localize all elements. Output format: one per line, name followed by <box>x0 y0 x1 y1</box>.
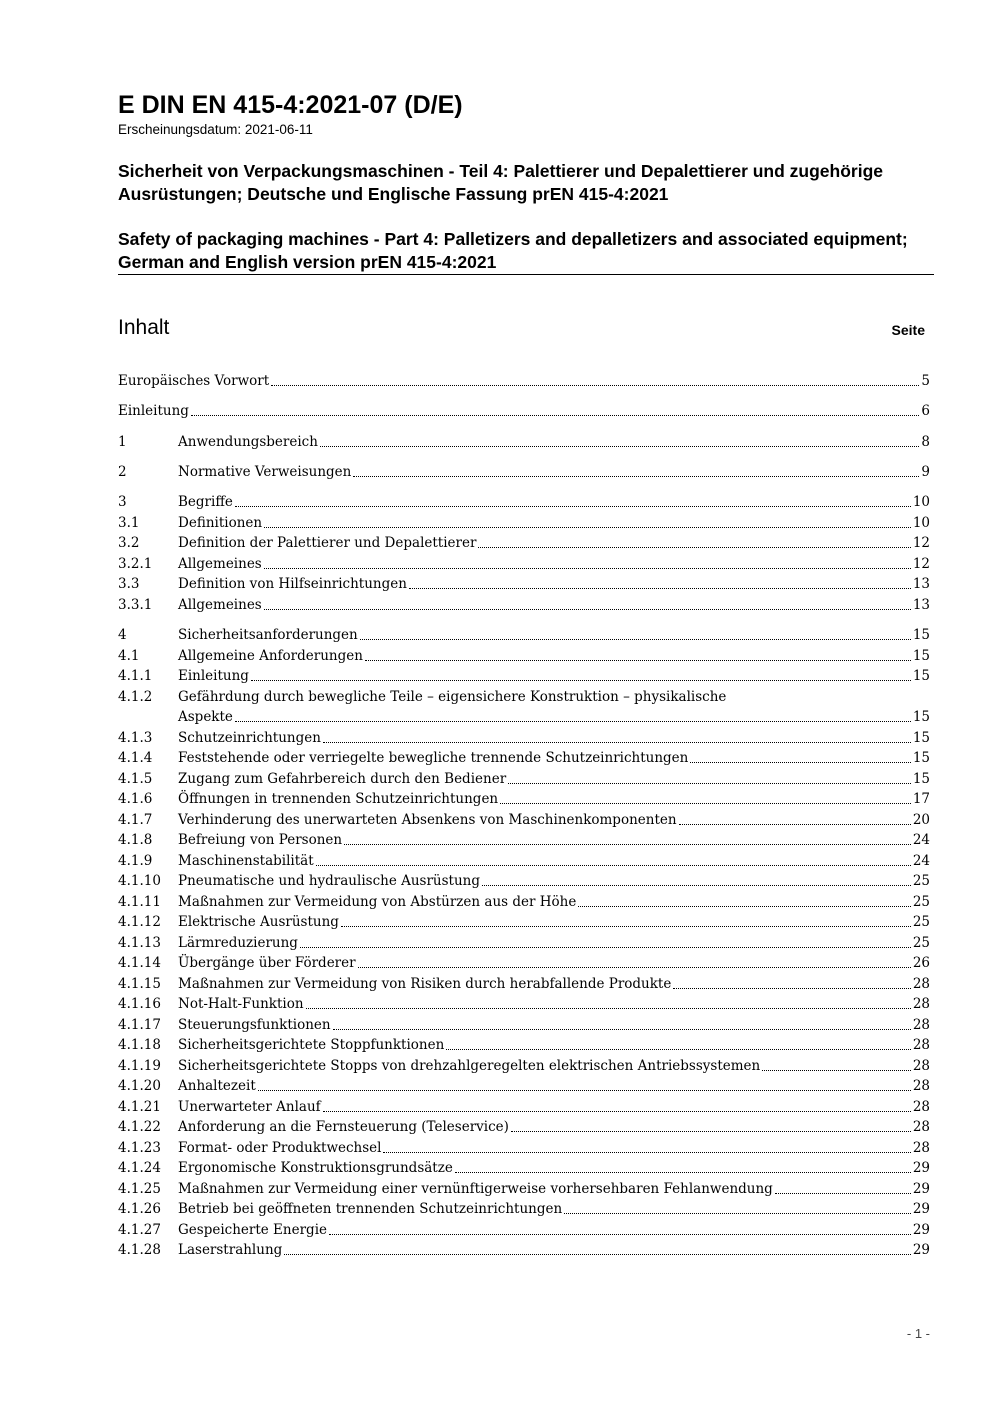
toc-entry-title: Sicherheitsgerichtete Stoppfunktionen <box>178 1037 445 1053</box>
toc-entry[interactable] <box>118 973 930 993</box>
toc-entry-title: Sicherheitsanforderungen <box>178 627 358 643</box>
toc-dot-leader <box>455 1172 911 1173</box>
toc-entry-number: 4.1.1 <box>118 668 153 684</box>
toc-entry[interactable] <box>118 665 930 685</box>
toc-entry[interactable] <box>118 891 930 911</box>
toc-entry-number: 4 <box>118 627 127 643</box>
toc-entry[interactable] <box>118 1014 930 1034</box>
toc-entry-number: 4.1.22 <box>118 1119 161 1135</box>
toc-dot-leader <box>264 609 911 610</box>
toc-entry-page: 15 <box>912 730 930 746</box>
toc-dot-leader <box>673 988 910 989</box>
toc-entry-page: 28 <box>912 976 930 992</box>
toc-dot-leader <box>775 1193 911 1194</box>
toc-entry-number: 4.1.19 <box>118 1058 161 1074</box>
toc-dot-leader <box>320 446 919 447</box>
toc-entry-number: 4.1.16 <box>118 996 161 1012</box>
toc-entry-title: Einleitung <box>178 668 249 684</box>
toc-entry-title: Aspekte <box>178 709 233 725</box>
toc-entry-title: Not-Halt-Funktion <box>178 996 304 1012</box>
toc-dot-leader <box>383 1152 910 1153</box>
toc-entry[interactable] <box>118 993 930 1013</box>
toc-entry-number: 4.1.23 <box>118 1140 161 1156</box>
toc-entry[interactable] <box>118 624 930 644</box>
toc-heading: Inhalt <box>118 316 170 339</box>
toc-entry-page: 25 <box>912 873 930 889</box>
toc-entry-page: 15 <box>912 627 930 643</box>
toc-dot-leader <box>578 906 910 907</box>
toc-entry[interactable] <box>118 532 930 552</box>
toc-entry[interactable] <box>118 706 930 726</box>
toc-entry-number: 4.1.17 <box>118 1017 161 1033</box>
page-column-label: Seite <box>891 322 925 338</box>
toc-entry-number: 4.1.14 <box>118 955 161 971</box>
toc-entry[interactable] <box>118 850 930 870</box>
toc-entry[interactable] <box>118 400 930 420</box>
toc-entry-number: 3.3.1 <box>118 597 153 613</box>
toc-entry-title: Einleitung <box>118 403 189 419</box>
toc-entry[interactable] <box>118 431 930 451</box>
toc-entry-title: Definitionen <box>178 515 263 531</box>
toc-entry-title: Gespeicherte Energie <box>178 1222 327 1238</box>
toc-entry-number: 4.1.9 <box>118 853 153 869</box>
toc-entry-title: Pneumatische und hydraulische Ausrüstung <box>178 873 481 889</box>
toc-entry[interactable] <box>118 370 930 390</box>
toc-dot-leader <box>271 385 919 386</box>
toc-dot-leader <box>191 415 919 416</box>
toc-entry-number: 4.1.8 <box>118 832 153 848</box>
toc-entry-title: Allgemeine Anforderungen <box>178 648 363 664</box>
toc-dot-leader <box>690 762 910 763</box>
toc-entry-title: Maschinenstabilität <box>178 853 314 869</box>
toc-entry-number: 4.1.5 <box>118 771 153 787</box>
toc-entry-page: 8 <box>921 434 930 450</box>
toc-entry-page: 28 <box>912 1078 930 1094</box>
toc-dot-leader <box>409 588 911 589</box>
toc-entry-number: 3.1 <box>118 515 140 531</box>
toc-entry-number: 4.1.10 <box>118 873 161 889</box>
toc-dot-leader <box>323 742 911 743</box>
toc-entry[interactable] <box>118 1034 930 1054</box>
toc-entry[interactable] <box>118 1137 930 1157</box>
toc-entry[interactable] <box>118 573 930 593</box>
toc-entry-page: 15 <box>912 668 930 684</box>
toc-entry-page: 29 <box>912 1181 930 1197</box>
toc-entry[interactable] <box>118 1075 930 1095</box>
toc-entry-number: 3.2.1 <box>118 556 153 572</box>
toc-entry-title: Feststehende oder verriegelte bewegliche trennende Schutzeinrichtungen <box>178 750 689 766</box>
toc-dot-leader <box>329 1234 911 1235</box>
publication-date: Erscheinungsdatum: 2021-06-11 <box>118 122 313 137</box>
toc-dot-leader <box>500 803 911 804</box>
toc-entry[interactable] <box>118 768 930 788</box>
toc-entry-page: 12 <box>912 556 930 572</box>
toc-entry-title: Verhinderung des unerwarteten Absenkens von Maschinenkomponenten <box>178 812 677 828</box>
toc-entry-page: 25 <box>912 935 930 951</box>
toc-entry-title: Definition von Hilfseinrichtungen <box>178 576 407 592</box>
toc-entry[interactable] <box>118 911 930 931</box>
title-german: Sicherheit von Verpackungsmaschinen - Teil 4: Palettierer und Depalettierer und zugehörige Ausrüstungen; Deutsche und Englische Fassung prEN 415-4:2021 <box>118 161 884 204</box>
toc-entry-page: 28 <box>912 1119 930 1135</box>
toc-dot-leader <box>482 885 911 886</box>
toc-entry-page: 6 <box>921 403 930 419</box>
toc-dot-leader <box>323 1111 911 1112</box>
toc-entry-title: Laserstrahlung <box>178 1242 283 1258</box>
toc-entry[interactable] <box>118 461 930 481</box>
toc-entry-title: Anwendungsbereich <box>178 434 318 450</box>
toc-entry-title: Begriffe <box>178 494 233 510</box>
toc-entry-page: 28 <box>912 1058 930 1074</box>
toc-entry[interactable] <box>118 1157 930 1177</box>
toc-entry[interactable] <box>118 788 930 808</box>
toc-entry[interactable] <box>118 870 930 890</box>
toc-entry-number: 3 <box>118 494 127 510</box>
toc-entry-number: 1 <box>118 434 127 450</box>
toc-entry[interactable] <box>118 512 930 532</box>
toc-dot-leader <box>264 568 911 569</box>
toc-entry-title: Lärmreduzierung <box>178 935 298 951</box>
toc-dot-leader <box>478 547 910 548</box>
toc-entry-page: 10 <box>912 494 930 510</box>
toc-entry-title: Befreiung von Personen <box>178 832 343 848</box>
toc-dot-leader <box>251 680 911 681</box>
toc-entry-page: 28 <box>912 1099 930 1115</box>
toc-entry[interactable] <box>118 1198 930 1218</box>
toc-entry-title: Gefährdung durch bewegliche Teile – eigensichere Konstruktion – physikalische <box>178 689 727 705</box>
toc-entry-title: Öffnungen in trennenden Schutzeinrichtungen <box>178 791 499 807</box>
toc-dot-leader <box>344 844 911 845</box>
toc-entry-title: Übergänge über Förderer <box>178 955 356 971</box>
toc-entry[interactable] <box>118 829 930 849</box>
page-number: - 1 - <box>906 1326 930 1341</box>
toc-entry[interactable] <box>118 594 930 614</box>
toc-entry-title: Europäisches Vorwort <box>118 373 270 389</box>
toc-entry-page: 28 <box>912 996 930 1012</box>
toc-entry-title: Anhaltezeit <box>178 1078 256 1094</box>
toc-dot-leader <box>333 1029 911 1030</box>
toc-entry-page: 24 <box>912 832 930 848</box>
toc-entry-page: 28 <box>912 1140 930 1156</box>
toc-entry-title: Definition der Palettierer und Depalettierer <box>178 535 477 551</box>
toc-entry[interactable] <box>118 747 930 767</box>
toc-entry-page: 29 <box>912 1160 930 1176</box>
toc-entry-number: 4.1.28 <box>118 1242 161 1258</box>
toc-entry[interactable] <box>118 491 930 511</box>
toc-entry-number: 4.1.11 <box>118 894 161 910</box>
toc-entry-page: 24 <box>912 853 930 869</box>
toc-dot-leader <box>341 926 911 927</box>
toc-entry-title: Ergonomische Konstruktionsgrundsätze <box>178 1160 453 1176</box>
toc-entry-title: Unerwarteter Anlauf <box>178 1099 321 1115</box>
document-id: E DIN EN 415-4:2021-07 (D/E) <box>118 91 463 119</box>
toc-entry[interactable] <box>118 553 930 573</box>
toc-dot-leader <box>564 1213 911 1214</box>
toc-entry-number: 3.3 <box>118 576 140 592</box>
toc-entry[interactable] <box>118 952 930 972</box>
toc-entry-page: 9 <box>921 464 930 480</box>
toc-entry-number: 4.1.21 <box>118 1099 161 1115</box>
toc-entry[interactable] <box>118 1096 930 1116</box>
header-divider <box>118 274 934 275</box>
toc-entry-title: Format- oder Produktwechsel <box>178 1140 382 1156</box>
toc-entry[interactable] <box>118 1116 930 1136</box>
toc-entry-page: 25 <box>912 894 930 910</box>
toc-entry-number: 3.2 <box>118 535 140 551</box>
toc-dot-leader <box>235 721 911 722</box>
toc-dot-leader <box>300 947 911 948</box>
toc-entry-page: 25 <box>912 914 930 930</box>
toc-dot-leader <box>284 1254 911 1255</box>
toc-entry-page: 20 <box>912 812 930 828</box>
toc-entry-number: 4.1.3 <box>118 730 153 746</box>
toc-entry-page: 29 <box>912 1222 930 1238</box>
toc-entry-number: 4.1.4 <box>118 750 153 766</box>
toc-entry-page: 13 <box>912 576 930 592</box>
toc-dot-leader <box>264 527 911 528</box>
toc-dot-leader <box>446 1049 911 1050</box>
toc-entry-number: 4.1 <box>118 648 140 664</box>
toc-entry-title: Maßnahmen zur Vermeidung von Abstürzen aus der Höhe <box>178 894 577 910</box>
toc-entry-title: Zugang zum Gefahrbereich durch den Bediener <box>178 771 507 787</box>
toc-dot-leader <box>258 1090 911 1091</box>
toc-dot-leader <box>235 506 911 507</box>
toc-dot-leader <box>358 967 911 968</box>
toc-entry-page: 28 <box>912 1017 930 1033</box>
toc-entry-page: 15 <box>912 709 930 725</box>
toc-entry-number: 4.1.25 <box>118 1181 161 1197</box>
toc-entry[interactable] <box>118 1055 930 1075</box>
toc-dot-leader <box>511 1131 911 1132</box>
toc-entry[interactable] <box>118 1178 930 1198</box>
toc-entry-page: 28 <box>912 1037 930 1053</box>
toc-entry[interactable] <box>118 686 930 706</box>
toc-entry-title: Anforderung an die Fernsteuerung (Teleservice) <box>178 1119 509 1135</box>
toc-entry-page: 17 <box>912 791 930 807</box>
toc-entry-title: Normative Verweisungen <box>178 464 352 480</box>
toc-entry-title: Maßnahmen zur Vermeidung einer vernünftigerweise vorhersehbaren Fehlanwendung <box>178 1181 773 1197</box>
toc-dot-leader <box>679 824 911 825</box>
toc-entry-number: 4.1.24 <box>118 1160 161 1176</box>
toc-entry-number: 4.1.6 <box>118 791 153 807</box>
toc-entry-number: 4.1.7 <box>118 812 153 828</box>
toc-entry-number: 4.1.18 <box>118 1037 161 1053</box>
title-english: Safety of packaging machines - Part 4: Palletizers and depalletizers and associated equipment; German and English version prEN 415-4:2021 <box>118 229 908 272</box>
toc-entry-number: 4.1.26 <box>118 1201 161 1217</box>
toc-entry-title: Allgemeines <box>178 597 262 613</box>
toc-entry[interactable] <box>118 1239 930 1259</box>
toc-entry-title: Allgemeines <box>178 556 262 572</box>
toc-entry-number: 4.1.2 <box>118 689 153 705</box>
toc-entry-number: 2 <box>118 464 127 480</box>
toc-entry-page: 15 <box>912 771 930 787</box>
toc-dot-leader <box>508 783 911 784</box>
toc-entry-page: 29 <box>912 1201 930 1217</box>
toc-dot-leader <box>316 865 911 866</box>
toc-entry[interactable] <box>118 727 930 747</box>
toc-entry-number: 4.1.12 <box>118 914 161 930</box>
toc-entry-page: 26 <box>912 955 930 971</box>
toc-entry-page: 12 <box>912 535 930 551</box>
toc-entry-title: Sicherheitsgerichtete Stopps von drehzahlgeregelten elektrischen Antriebssystemen <box>178 1058 761 1074</box>
toc-entry-title: Maßnahmen zur Vermeidung von Risiken durch herabfallende Produkte <box>178 976 672 992</box>
toc-entry[interactable] <box>118 809 930 829</box>
toc-entry-page: 29 <box>912 1242 930 1258</box>
toc-dot-leader <box>306 1008 911 1009</box>
toc-entry-page: 15 <box>912 750 930 766</box>
toc-entry-page: 15 <box>912 648 930 664</box>
toc-entry-title: Elektrische Ausrüstung <box>178 914 339 930</box>
toc-entry[interactable] <box>118 932 930 952</box>
toc-entry-number: 4.1.15 <box>118 976 161 992</box>
toc-entry-number: 4.1.13 <box>118 935 161 951</box>
toc-dot-leader <box>353 476 919 477</box>
toc-entry-page: 10 <box>912 515 930 531</box>
toc-entry-page: 13 <box>912 597 930 613</box>
toc-entry-page: 5 <box>921 373 930 389</box>
toc-dot-leader <box>360 639 911 640</box>
toc-entry[interactable] <box>118 1219 930 1239</box>
toc-dot-leader <box>365 660 911 661</box>
toc-entry-title: Schutzeinrichtungen <box>178 730 321 746</box>
toc-entry-title: Betrieb bei geöffneten trennenden Schutzeinrichtungen <box>178 1201 563 1217</box>
toc-entry-number: 4.1.20 <box>118 1078 161 1094</box>
toc-entry[interactable] <box>118 645 930 665</box>
toc-entry-number: 4.1.27 <box>118 1222 161 1238</box>
toc-dot-leader <box>762 1070 911 1071</box>
toc-entry-title: Steuerungsfunktionen <box>178 1017 331 1033</box>
